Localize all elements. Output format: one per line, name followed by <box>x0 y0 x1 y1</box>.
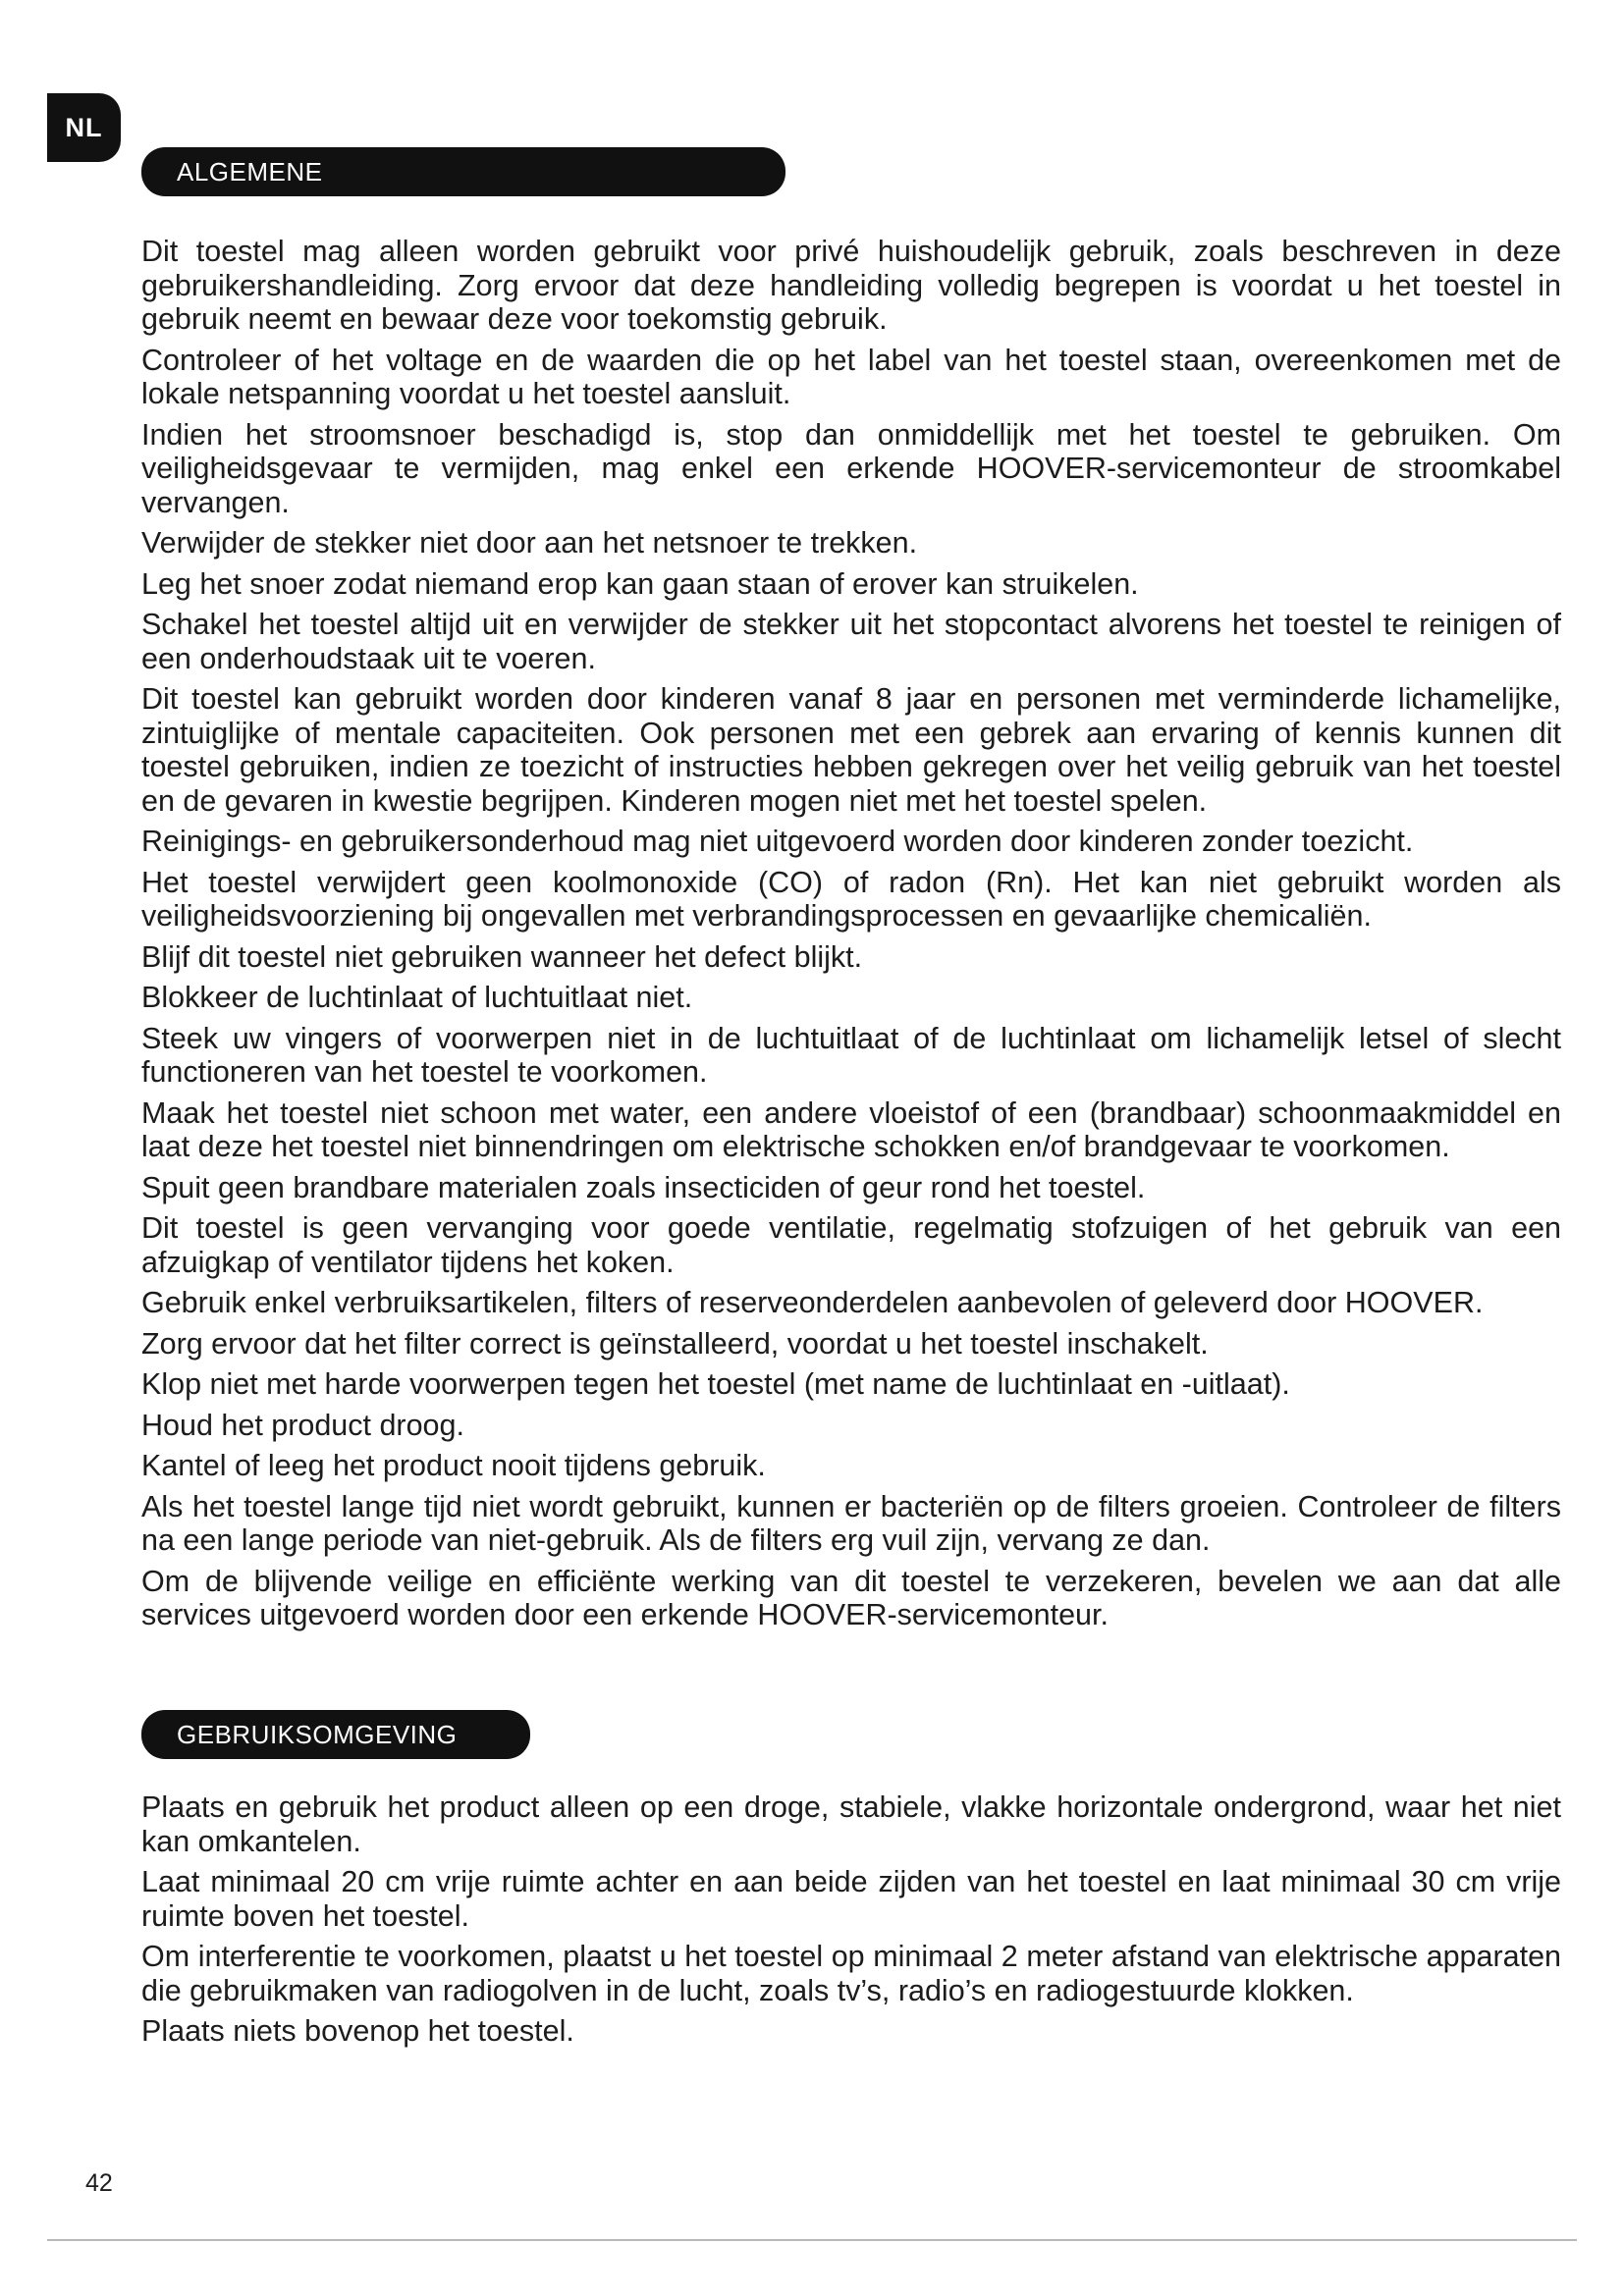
safety-paragraph: Steek uw vingers of voorwerpen niet in de luchtuitlaat of de luchtinlaat om lichamelijk letsel of slecht functioneren van het toestel te voorkomen. <box>141 1021 1561 1089</box>
section-title-environment: GEBRUIKSOMGEVING <box>141 1710 530 1759</box>
section-usage-environment <box>141 1710 1561 2056</box>
safety-paragraph-list <box>141 235 1561 1632</box>
safety-paragraph: Dit toestel kan gebruikt worden door kinderen vanaf 8 jaar en personen met verminderde lichamelijke, zintuiglijke of mentale capaciteiten. Ook personen met een gebrek aan ervaring of kennis kunnen dit toestel gebruiken, indien ze toezicht of instructies hebben gekregen over het veilig gebruik van het toestel en de gevaren in kwestie begrijpen. Kinderen mogen niet met het toestel spelen. <box>141 682 1561 818</box>
safety-paragraph: Klop niet met harde voorwerpen tegen het toestel (met name de luchtinlaat en -uitlaat). <box>141 1367 1290 1401</box>
safety-paragraph: Dit toestel mag alleen worden gebruikt voor privé huishoudelijk gebruik, zoals beschreven in deze gebruikershandleiding. Zorg ervoor dat deze handleiding volledig begrepen is voordat u het toestel in gebruik neemt en bewaar deze voor toekomstig gebruik. <box>141 235 1561 336</box>
safety-paragraph: Gebruik enkel verbruiksartikelen, filters of reserveonderdelen aanbevolen of geleverd door HOOVER. <box>141 1286 1484 1319</box>
safety-paragraph: Verwijder de stekker niet door aan het netsnoer te trekken. <box>141 526 918 560</box>
safety-paragraph: Houd het product droog. <box>141 1408 464 1442</box>
section-title-safety: ALGEMENE VEILIGHEIDSWAARSCHUWINGEN <box>141 147 785 196</box>
safety-paragraph: Dit toestel is geen vervanging voor goede ventilatie, regelmatig stofzuigen of het gebruik van een afzuigkap of ventilator tijdens het koken. <box>141 1211 1561 1279</box>
safety-paragraph: Om de blijvende veilige en efficiënte werking van dit toestel te verzekeren, bevelen we aan dat alle services uitgevoerd worden door een erkende HOOVER-servicemonteur. <box>141 1564 1561 1631</box>
safety-paragraph: Spuit geen brandbare materialen zoals insecticiden of geur rond het toestel. <box>141 1170 1146 1204</box>
safety-paragraph: Als het toestel lange tijd niet wordt gebruikt, kunnen er bacteriën op de filters groeien. Controleer de filters na een lange periode van niet-gebruik. Als de filters erg vuil zijn, vervang ze dan. <box>141 1489 1561 1557</box>
environment-paragraph: Laat minimaal 20 cm vrije ruimte achter en aan beide zijden van het toestel en laat minimaal 30 cm vrije ruimte boven het toestel. <box>141 1865 1561 1933</box>
section-general-safety-warnings <box>141 147 1561 1639</box>
environment-paragraph-list <box>141 1790 1561 2049</box>
safety-paragraph: Controleer of het voltage en de waarden die op het label van het toestel staan, overeenkomen met de lokale netspanning voordat u het toestel aansluit. <box>141 343 1561 410</box>
environment-paragraph: Plaats en gebruik het product alleen op een droge, stabiele, vlakke horizontale ondergrond, waar het niet kan omkantelen. <box>141 1790 1561 1858</box>
environment-paragraph: Plaats niets bovenop het toestel. <box>141 2014 574 2048</box>
safety-paragraph: Blokkeer de luchtinlaat of luchtuitlaat niet. <box>141 981 693 1014</box>
safety-paragraph: Leg het snoer zodat niemand erop kan gaan staan of erover kan struikelen. <box>141 566 1139 601</box>
safety-paragraph: Schakel het toestel altijd uit en verwijder de stekker uit het stopcontact alvorens het toestel te reinigen of een onderhoudstaak uit te voeren. <box>141 608 1561 675</box>
language-tab: NL <box>47 93 121 162</box>
safety-paragraph: Blijf dit toestel niet gebruiken wanneer het defect blijkt. <box>141 939 863 974</box>
safety-paragraph: Reinigings- en gebruikersonderhoud mag niet uitgevoerd worden door kinderen zonder toezicht. <box>141 825 1414 858</box>
environment-paragraph: Om interferentie te voorkomen, plaatst u het toestel op minimaal 2 meter afstand van elektrische apparaten die gebruikmaken van radiogolven in de lucht, zoals tv’s, radio’s en radiogestuurde klokken. <box>141 1940 1561 2007</box>
safety-paragraph: Het toestel verwijdert geen koolmonoxide (CO) of radon (Rn). Het kan niet gebruikt worden als veiligheidsvoorziening bij ongevallen met verbrandingsprocessen en gevaarlijke chemicaliën. <box>141 865 1561 933</box>
safety-paragraph: Indien het stroomsnoer beschadigd is, stop dan onmiddellijk met het toestel te gebruiken. Om veiligheidsgevaar te vermijden, mag enkel een erkende HOOVER-servicemonteur de stroomkabel vervangen. <box>141 417 1561 519</box>
safety-paragraph: Maak het toestel niet schoon met water, een andere vloeistof of een (brandbaar) schoonmaakmiddel en laat deze het toestel niet binnendringen om elektrische schokken en/of brandgevaar te voorkomen. <box>141 1095 1561 1163</box>
page-number: 42 <box>85 2169 113 2197</box>
footer-divider <box>47 2239 1577 2241</box>
safety-paragraph: Kantel of leeg het product nooit tijdens gebruik. <box>141 1449 766 1482</box>
safety-paragraph: Zorg ervoor dat het filter correct is geïnstalleerd, voordat u het toestel inschakelt. <box>141 1326 1209 1361</box>
